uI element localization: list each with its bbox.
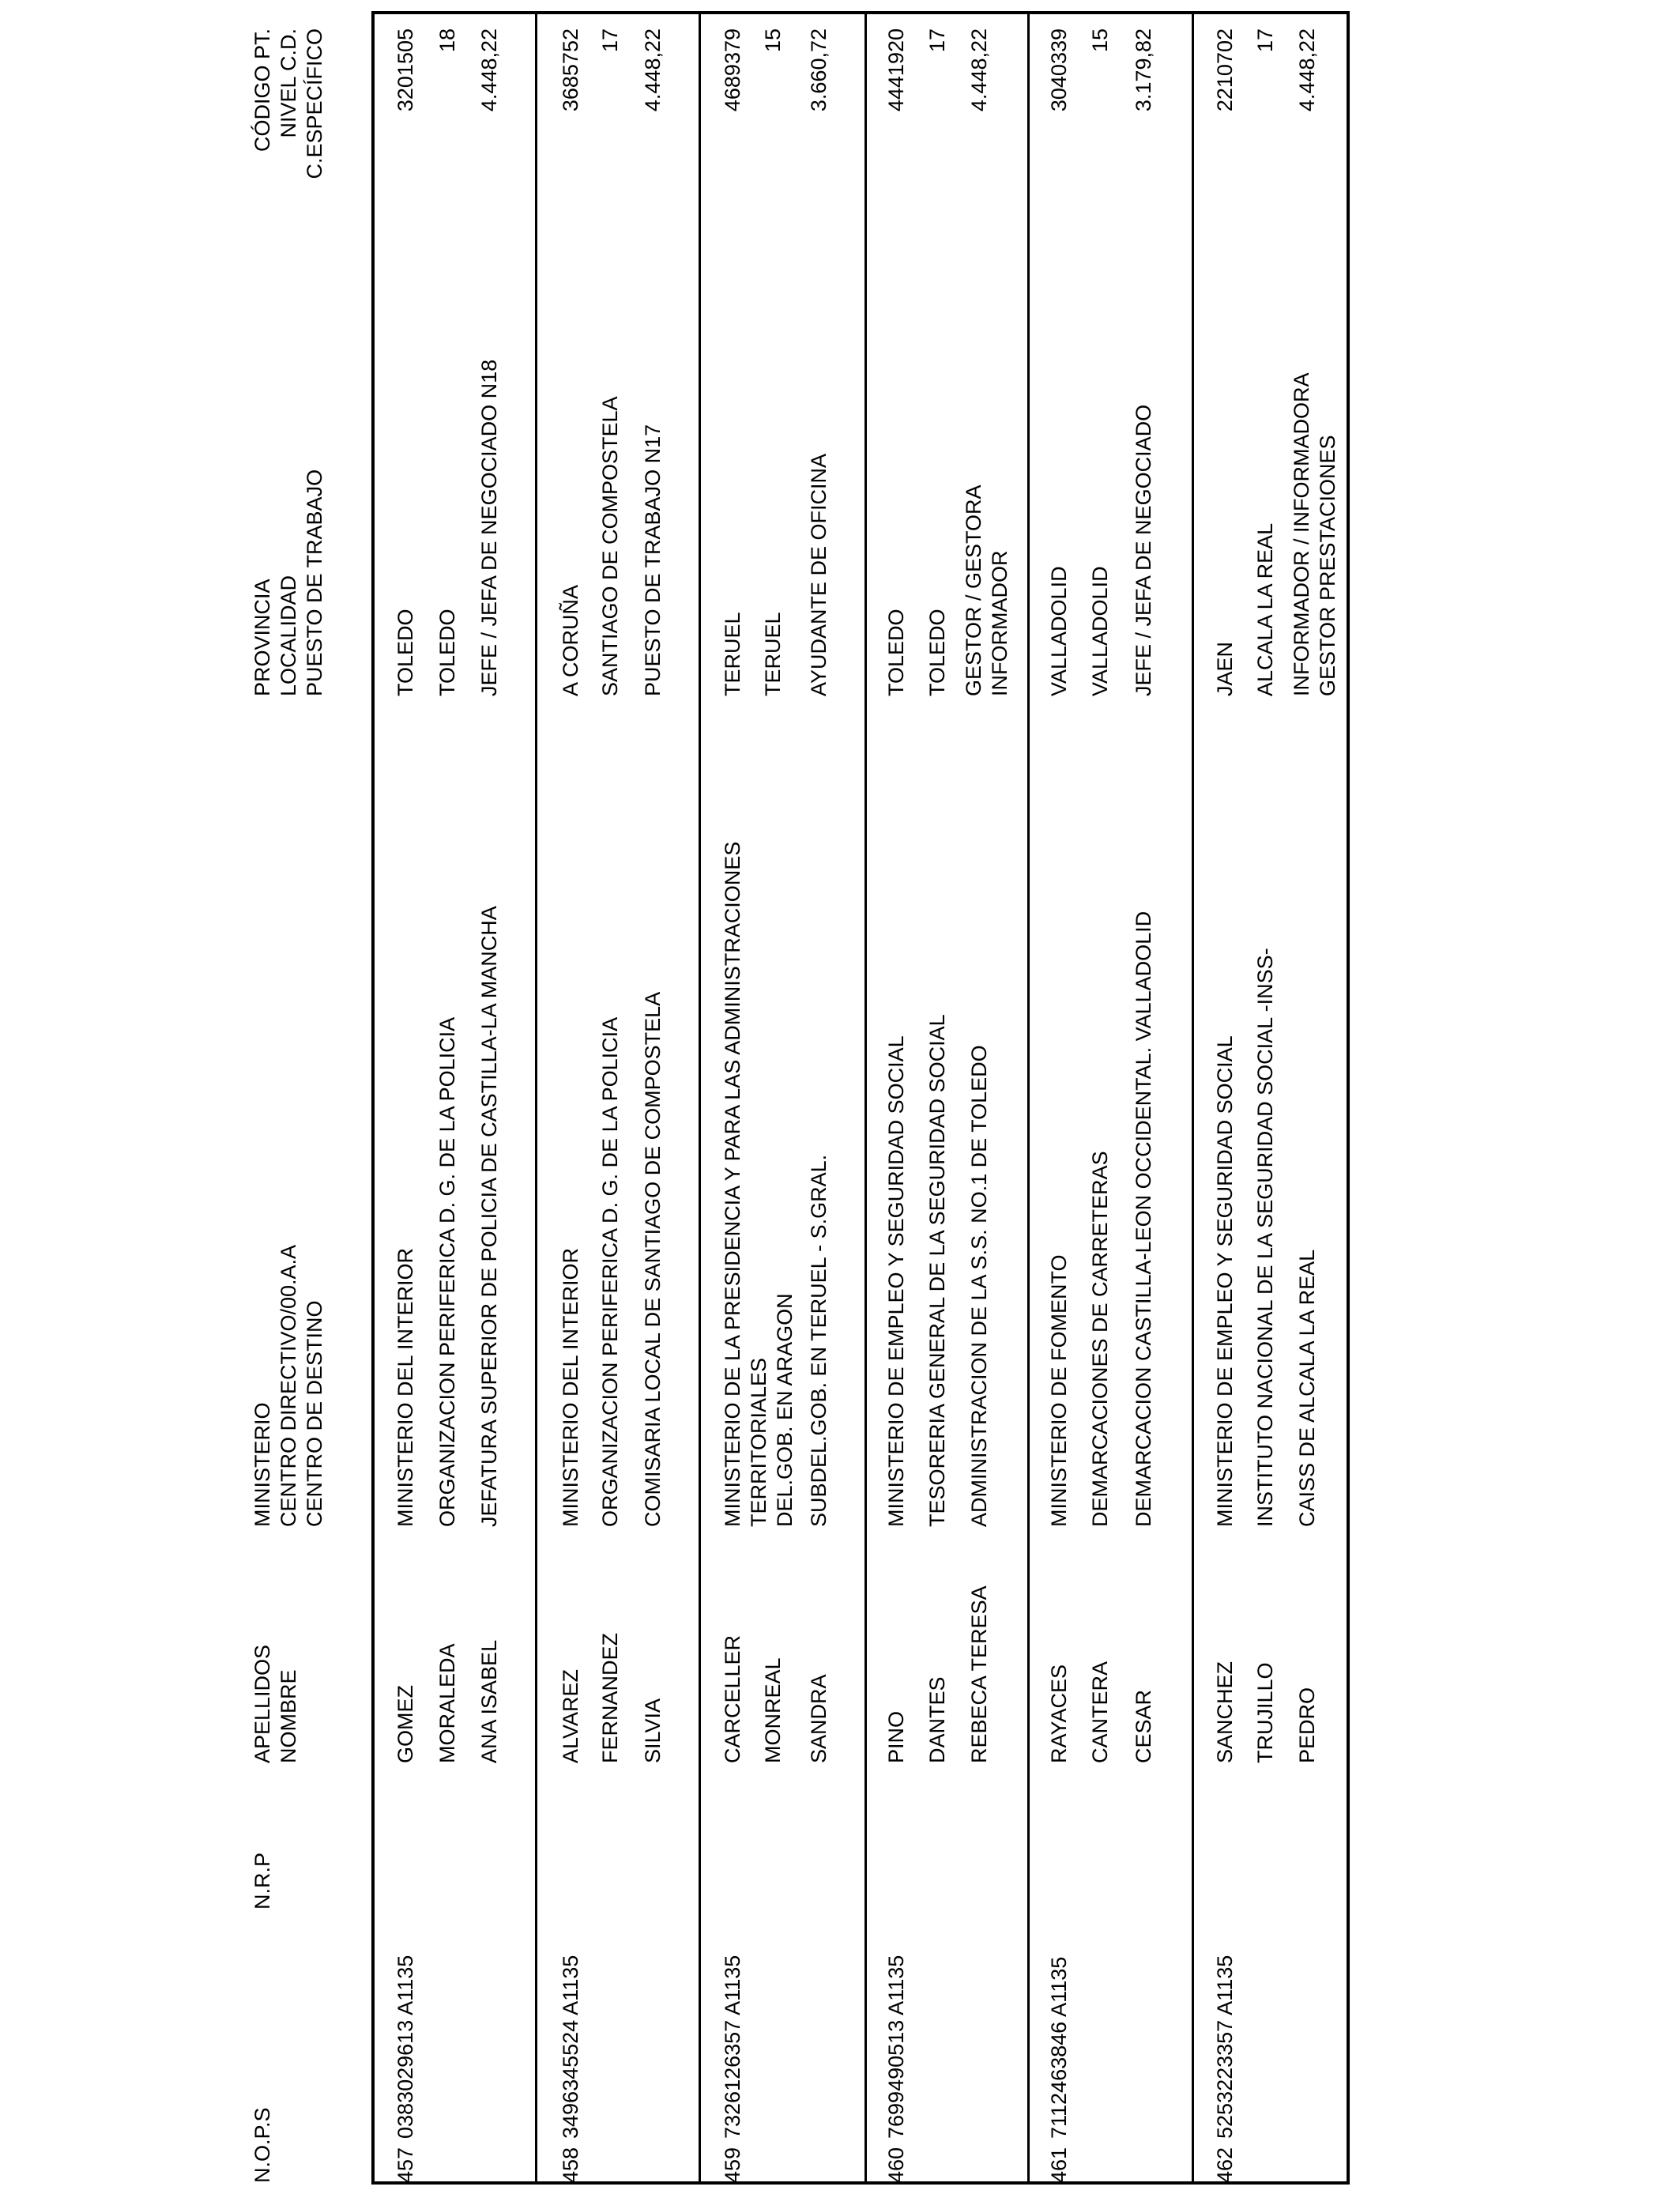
row-separator: [535, 14, 537, 2181]
record-centro-destino: COMISARIA LOCAL DE SANTIAGO DE COMPOSTELA: [641, 991, 665, 1527]
record-nrp: 7112463846 A1135: [1047, 1956, 1071, 2139]
record-localidad: ALCALA LA REAL: [1253, 522, 1277, 696]
record-c-especifico: 3.660,72: [807, 28, 831, 112]
record-nivel-cd: 18: [435, 28, 459, 53]
record-apellido2: FERNANDEZ: [598, 1632, 622, 1763]
record-nombre: REBECA TERESA: [967, 1585, 991, 1763]
header-ministerio-line1: MINISTERIO: [250, 1402, 274, 1527]
record-provincia: JAEN: [1213, 641, 1237, 696]
record-nops: 457: [394, 2147, 417, 2183]
record-puesto: PUESTO DE TRABAJO N17: [641, 424, 665, 696]
header-codigo: [250, 28, 328, 187]
record-nombre: PEDRO: [1295, 1687, 1319, 1763]
record-nivel-cd: 15: [761, 28, 785, 53]
record-provincia: TOLEDO: [394, 609, 417, 696]
record-centro-destino: DEMARCACION CASTILLA-LEON OCCIDENTAL. VALLADOLID: [1132, 910, 1155, 1527]
record-centro-directivo: ORGANIZACION PERIFERICA D. G. DE LA POLICIA: [598, 1016, 622, 1527]
record-localidad: TOLEDO: [925, 609, 949, 696]
record-ministerio: MINISTERIO DE EMPLEO Y SEGURIDAD SOCIAL: [884, 1035, 908, 1527]
record-nombre: SILVIA: [641, 1698, 665, 1763]
record-apellido2: TRUJILLO: [1253, 1662, 1277, 1763]
record-nivel-cd: 17: [1253, 28, 1277, 53]
record-puesto: JEFE / JEFA DE NEGOCIADO: [1132, 404, 1155, 696]
record-puesto: INFORMADOR / INFORMADORA GESTOR PRESTACIONES: [1290, 373, 1339, 696]
header-provincia-line3: PUESTO DE TRABAJO: [303, 469, 326, 696]
record-apellido1: CARCELLER: [721, 1634, 744, 1763]
record-ministerio: MINISTERIO DEL INTERIOR: [559, 1247, 582, 1527]
record-apellido2: CANTERA: [1088, 1661, 1112, 1763]
header-ministerio: [250, 1245, 328, 1527]
records-table: [371, 11, 1350, 2185]
header-nrp: N.R.P: [250, 1852, 274, 1909]
record-nrp: 7699490513 A1135: [884, 1955, 908, 2139]
header-provincia: [250, 469, 328, 696]
record-nops: 458: [559, 2147, 582, 2183]
header-provincia-line2: LOCALIDAD: [277, 575, 300, 696]
record-apellido1: PINO: [884, 1710, 908, 1763]
header-apellidos-line1: APELLIDOS: [250, 1644, 274, 1763]
record-ministerio: MINISTERIO DE EMPLEO Y SEGURIDAD SOCIAL: [1213, 1035, 1237, 1527]
record-nivel-cd: 17: [598, 28, 622, 53]
record-c-especifico: 3.179,82: [1132, 28, 1155, 112]
row-separator: [699, 14, 701, 2181]
record-codigo-pt: 4689379: [721, 28, 744, 112]
record-ministerio: MINISTERIO DE LA PRESIDENCIA Y PARA LAS ADMINISTRACIONES TERRITORIALES: [721, 841, 770, 1527]
record-apellido2: MORALEDA: [435, 1643, 459, 1763]
record-localidad: VALLADOLID: [1088, 566, 1112, 696]
record-codigo-pt: 3685752: [559, 28, 582, 112]
record-c-especifico: 4.448,22: [1295, 28, 1319, 112]
record-apellido1: GOMEZ: [394, 1685, 417, 1763]
record-codigo-pt: 2210702: [1213, 28, 1237, 112]
record-apellido1: ALVAREZ: [559, 1668, 582, 1763]
record-nops: 461: [1047, 2147, 1071, 2183]
record-apellido2: MONREAL: [761, 1657, 785, 1763]
record-centro-directivo: DEMARCACIONES DE CARRETERAS: [1088, 1151, 1112, 1527]
record-centro-destino: CAISS DE ALCALA LA REAL: [1295, 1249, 1319, 1527]
record-apellido2: DANTES: [925, 1676, 949, 1763]
record-apellido1: RAYACES: [1047, 1664, 1071, 1763]
record-centro-directivo: TESORERIA GENERAL DE LA SEGURIDAD SOCIAL: [925, 1014, 949, 1527]
record-c-especifico: 4.448,22: [967, 28, 991, 112]
record-c-especifico: 4.448,22: [477, 28, 501, 112]
record-codigo-pt: 3201505: [394, 28, 417, 112]
record-nops: 462: [1213, 2147, 1237, 2183]
record-provincia: VALLADOLID: [1047, 566, 1071, 696]
record-nombre: ANA ISABEL: [477, 1639, 501, 1763]
record-codigo-pt: 4441920: [884, 28, 908, 112]
record-nrp: 3496345524 A1135: [559, 1955, 582, 2139]
header-ministerio-line2: CENTRO DIRECTIVO/00.A.A: [277, 1244, 300, 1527]
record-puesto: JEFE / JEFA DE NEGOCIADO N18: [477, 359, 501, 696]
record-centro-destino: JEFATURA SUPERIOR DE POLICIA DE CASTILLA-LA MANCHA: [477, 906, 501, 1527]
record-centro-directivo: ORGANIZACION PERIFERICA D. G. DE LA POLICIA: [435, 1016, 459, 1527]
record-nrp: 7326126357 A1135: [721, 1955, 744, 2139]
header-ministerio-line3: CENTRO DE DESTINO: [303, 1300, 326, 1527]
record-ministerio: MINISTERIO DEL INTERIOR: [394, 1247, 417, 1527]
record-nops: 460: [884, 2147, 908, 2183]
row-separator: [864, 14, 867, 2181]
record-codigo-pt: 3040339: [1047, 28, 1071, 112]
record-puesto: GESTOR / GESTORA INFORMADOR: [962, 485, 1011, 696]
record-nombre: SANDRA: [807, 1674, 831, 1763]
record-puesto: AYUDANTE DE OFICINA: [807, 453, 831, 696]
record-centro-destino: ADMINISTRACION DE LA S.S. NO.1 DE TOLEDO: [967, 1045, 991, 1527]
header-codigo-line1: CÓDIGO PT.: [250, 28, 274, 153]
row-separator: [1027, 14, 1030, 2181]
header-codigo-line3: C.ESPECÍFICO: [303, 28, 326, 179]
record-localidad: TERUEL: [761, 612, 785, 696]
record-nombre: CESAR: [1132, 1689, 1155, 1763]
record-nivel-cd: 15: [1088, 28, 1112, 53]
record-c-especifico: 4.448,22: [641, 28, 665, 112]
record-nrp: 0383029613 A1135: [394, 1955, 417, 2139]
header-nops: N.O.P.S: [250, 2107, 274, 2183]
record-provincia: TERUEL: [721, 612, 744, 696]
record-ministerio: MINISTERIO DE FOMENTO: [1047, 1254, 1071, 1527]
record-provincia: TOLEDO: [884, 609, 908, 696]
header-apellidos-line2: NOMBRE: [277, 1669, 300, 1763]
record-nivel-cd: 17: [925, 28, 949, 53]
header-codigo-line2: NIVEL C.D.: [277, 28, 300, 138]
header-provincia-line1: PROVINCIA: [250, 579, 274, 696]
record-nops: 459: [721, 2147, 744, 2183]
row-separator: [1192, 14, 1194, 2181]
record-localidad: TOLEDO: [435, 609, 459, 696]
header-apellidos: [250, 1645, 302, 1763]
record-centro-destino: SUBDEL.GOB. EN TERUEL - S.GRAL.: [807, 1154, 831, 1527]
record-localidad: SANTIAGO DE COMPOSTELA: [598, 396, 622, 696]
record-nrp: 5253223357 A1135: [1213, 1955, 1237, 2139]
record-apellido1: SANCHEZ: [1213, 1661, 1237, 1763]
record-centro-directivo: INSTITUTO NACIONAL DE LA SEGURIDAD SOCIAL -INSS-: [1253, 948, 1277, 1527]
record-centro-directivo: DEL.GOB. EN ARAGON: [773, 1293, 797, 1527]
record-provincia: A CORUÑA: [559, 584, 582, 696]
